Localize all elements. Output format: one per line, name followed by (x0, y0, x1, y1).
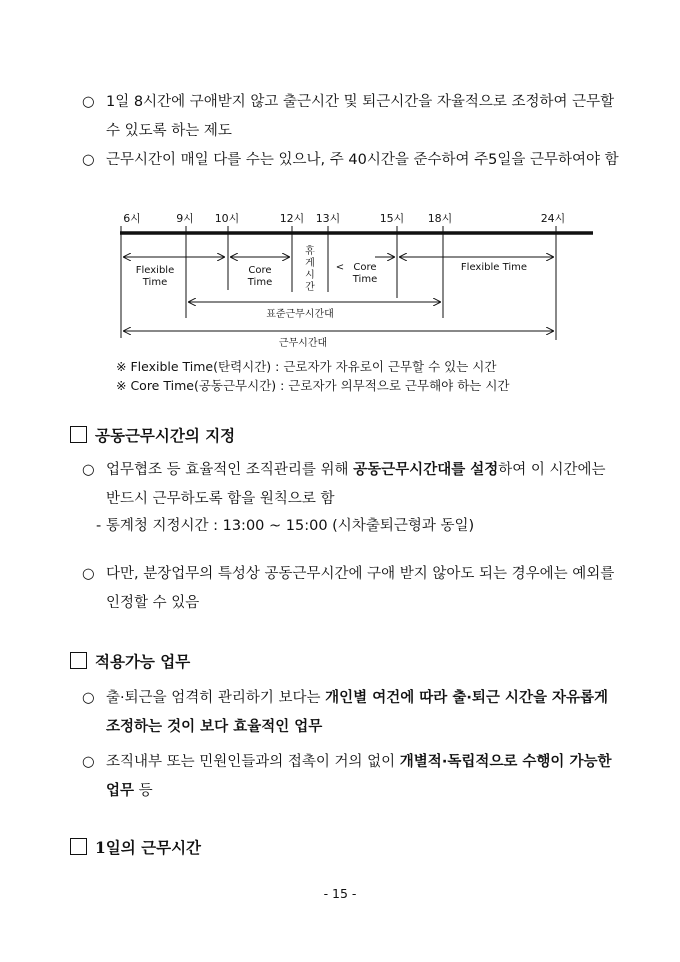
section2-text-1 (82, 684, 622, 742)
section-heading-daily-hours (70, 836, 201, 858)
circle-bullet-icon: ○ (82, 152, 95, 168)
core-right-label-1: Core (353, 262, 377, 273)
circle-bullet-icon: ○ (82, 462, 95, 478)
section-heading-applicable-work (70, 650, 190, 672)
note-core: ※ Core Time(공동근무시간) : 근로자가 의무적으로 근무해야 하는 시간 (116, 378, 510, 393)
designated-hours-line: - 통계청 지정시간 : 13:00 ~ 15:00 (시차출퇴근형과 동일) (96, 518, 475, 534)
section1-text-1b: 공동근무시간대를 설정 (353, 462, 499, 478)
section1-paragraph-1 (82, 456, 622, 514)
flexible-time-diagram (0, 0, 680, 362)
tick-15: 15시 (379, 212, 405, 225)
section2-text-2a: 조직내부 또는 민원인들과의 접촉이 거의 없이 (106, 754, 400, 770)
tick-9: 9시 (176, 212, 194, 225)
section2-paragraph-1 (82, 684, 622, 742)
section1-text-1 (82, 456, 622, 514)
rest-label-4: 간 (305, 282, 315, 293)
tick-18: 18시 (427, 212, 453, 225)
flex-left-label-2: Time (142, 277, 168, 288)
flex-right-label: Flexible Time (460, 262, 528, 273)
section2-paragraph-2 (82, 748, 622, 806)
tick-10: 10시 (214, 212, 240, 225)
section-title-1: 공동근무시간의 지정 (95, 426, 236, 445)
section2-text-2c: 등 (134, 783, 153, 799)
circle-bullet-icon: ○ (82, 94, 95, 110)
section2-text-2b: 개별적·독립적으로 수행이 가능한 업무 (106, 754, 612, 799)
section2-text-1a: 출·퇴근을 엄격히 관리하기 보다는 (106, 690, 326, 706)
tick-12: 12시 (279, 212, 305, 225)
standard-hours-label: 표준근무시간대 (266, 309, 334, 320)
section-title-3: 1일의 근무시간 (95, 838, 202, 857)
flex-left-label-1: Flexible (135, 265, 175, 276)
tick-13: 13시 (315, 212, 341, 225)
rest-label-2: 게 (305, 258, 315, 269)
core-right-arrow-mark: < (335, 262, 345, 273)
section1-paragraph-2 (82, 560, 622, 618)
checkbox-square-icon (70, 652, 87, 669)
circle-bullet-icon: ○ (82, 690, 95, 706)
section1-text-1c: 하여 이 시간에는 반드시 근무하도록 함을 원칙으로 함 (106, 462, 606, 507)
intro-text-2: 근무시간이 매일 다를 수는 있으나, 주 40시간을 준수하여 주5일을 근무하여야 함 (106, 152, 619, 168)
tick-6: 6시 (123, 212, 141, 225)
rest-label-1: 휴 (305, 246, 315, 257)
core-left-label-1: Core (248, 265, 272, 276)
intro-text-1: 1일 8시간에 구애받지 않고 출근시간 및 퇴근시간을 자율적으로 조정하여 근무할 수 있도록 하는 제도 (106, 94, 615, 139)
core-right-label-2: Time (352, 274, 378, 285)
checkbox-square-icon (70, 838, 87, 855)
section1-text-2: 다만, 분장업무의 특성상 공동근무시간에 구애 받지 않아도 되는 경우에는 예외를 인정할 수 있음 (106, 566, 615, 611)
page-number: - 15 - (323, 886, 357, 901)
work-hours-label: 근무시간대 (278, 338, 328, 349)
section2-text-1b: 개인별 여건에 따라 출·퇴근 시간을 자유롭게 조정하는 것이 보다 효율적인 업무 (106, 690, 609, 735)
note-flexible: ※ Flexible Time(탄력시간) : 근로자가 자유로이 근무할 수 있는 시간 (116, 359, 497, 374)
section2-text-2 (82, 748, 622, 806)
section1-text-1a: 업무협조 등 효율적인 조직관리를 위해 (106, 462, 354, 478)
checkbox-square-icon (70, 426, 87, 443)
section-title-2: 적용가능 업무 (95, 652, 191, 671)
tick-24: 24시 (540, 212, 566, 225)
circle-bullet-icon: ○ (82, 566, 95, 582)
section-heading-core-time (70, 424, 235, 446)
rest-label-3: 시 (305, 270, 315, 281)
circle-bullet-icon: ○ (82, 754, 95, 770)
core-left-label-2: Time (247, 277, 273, 288)
